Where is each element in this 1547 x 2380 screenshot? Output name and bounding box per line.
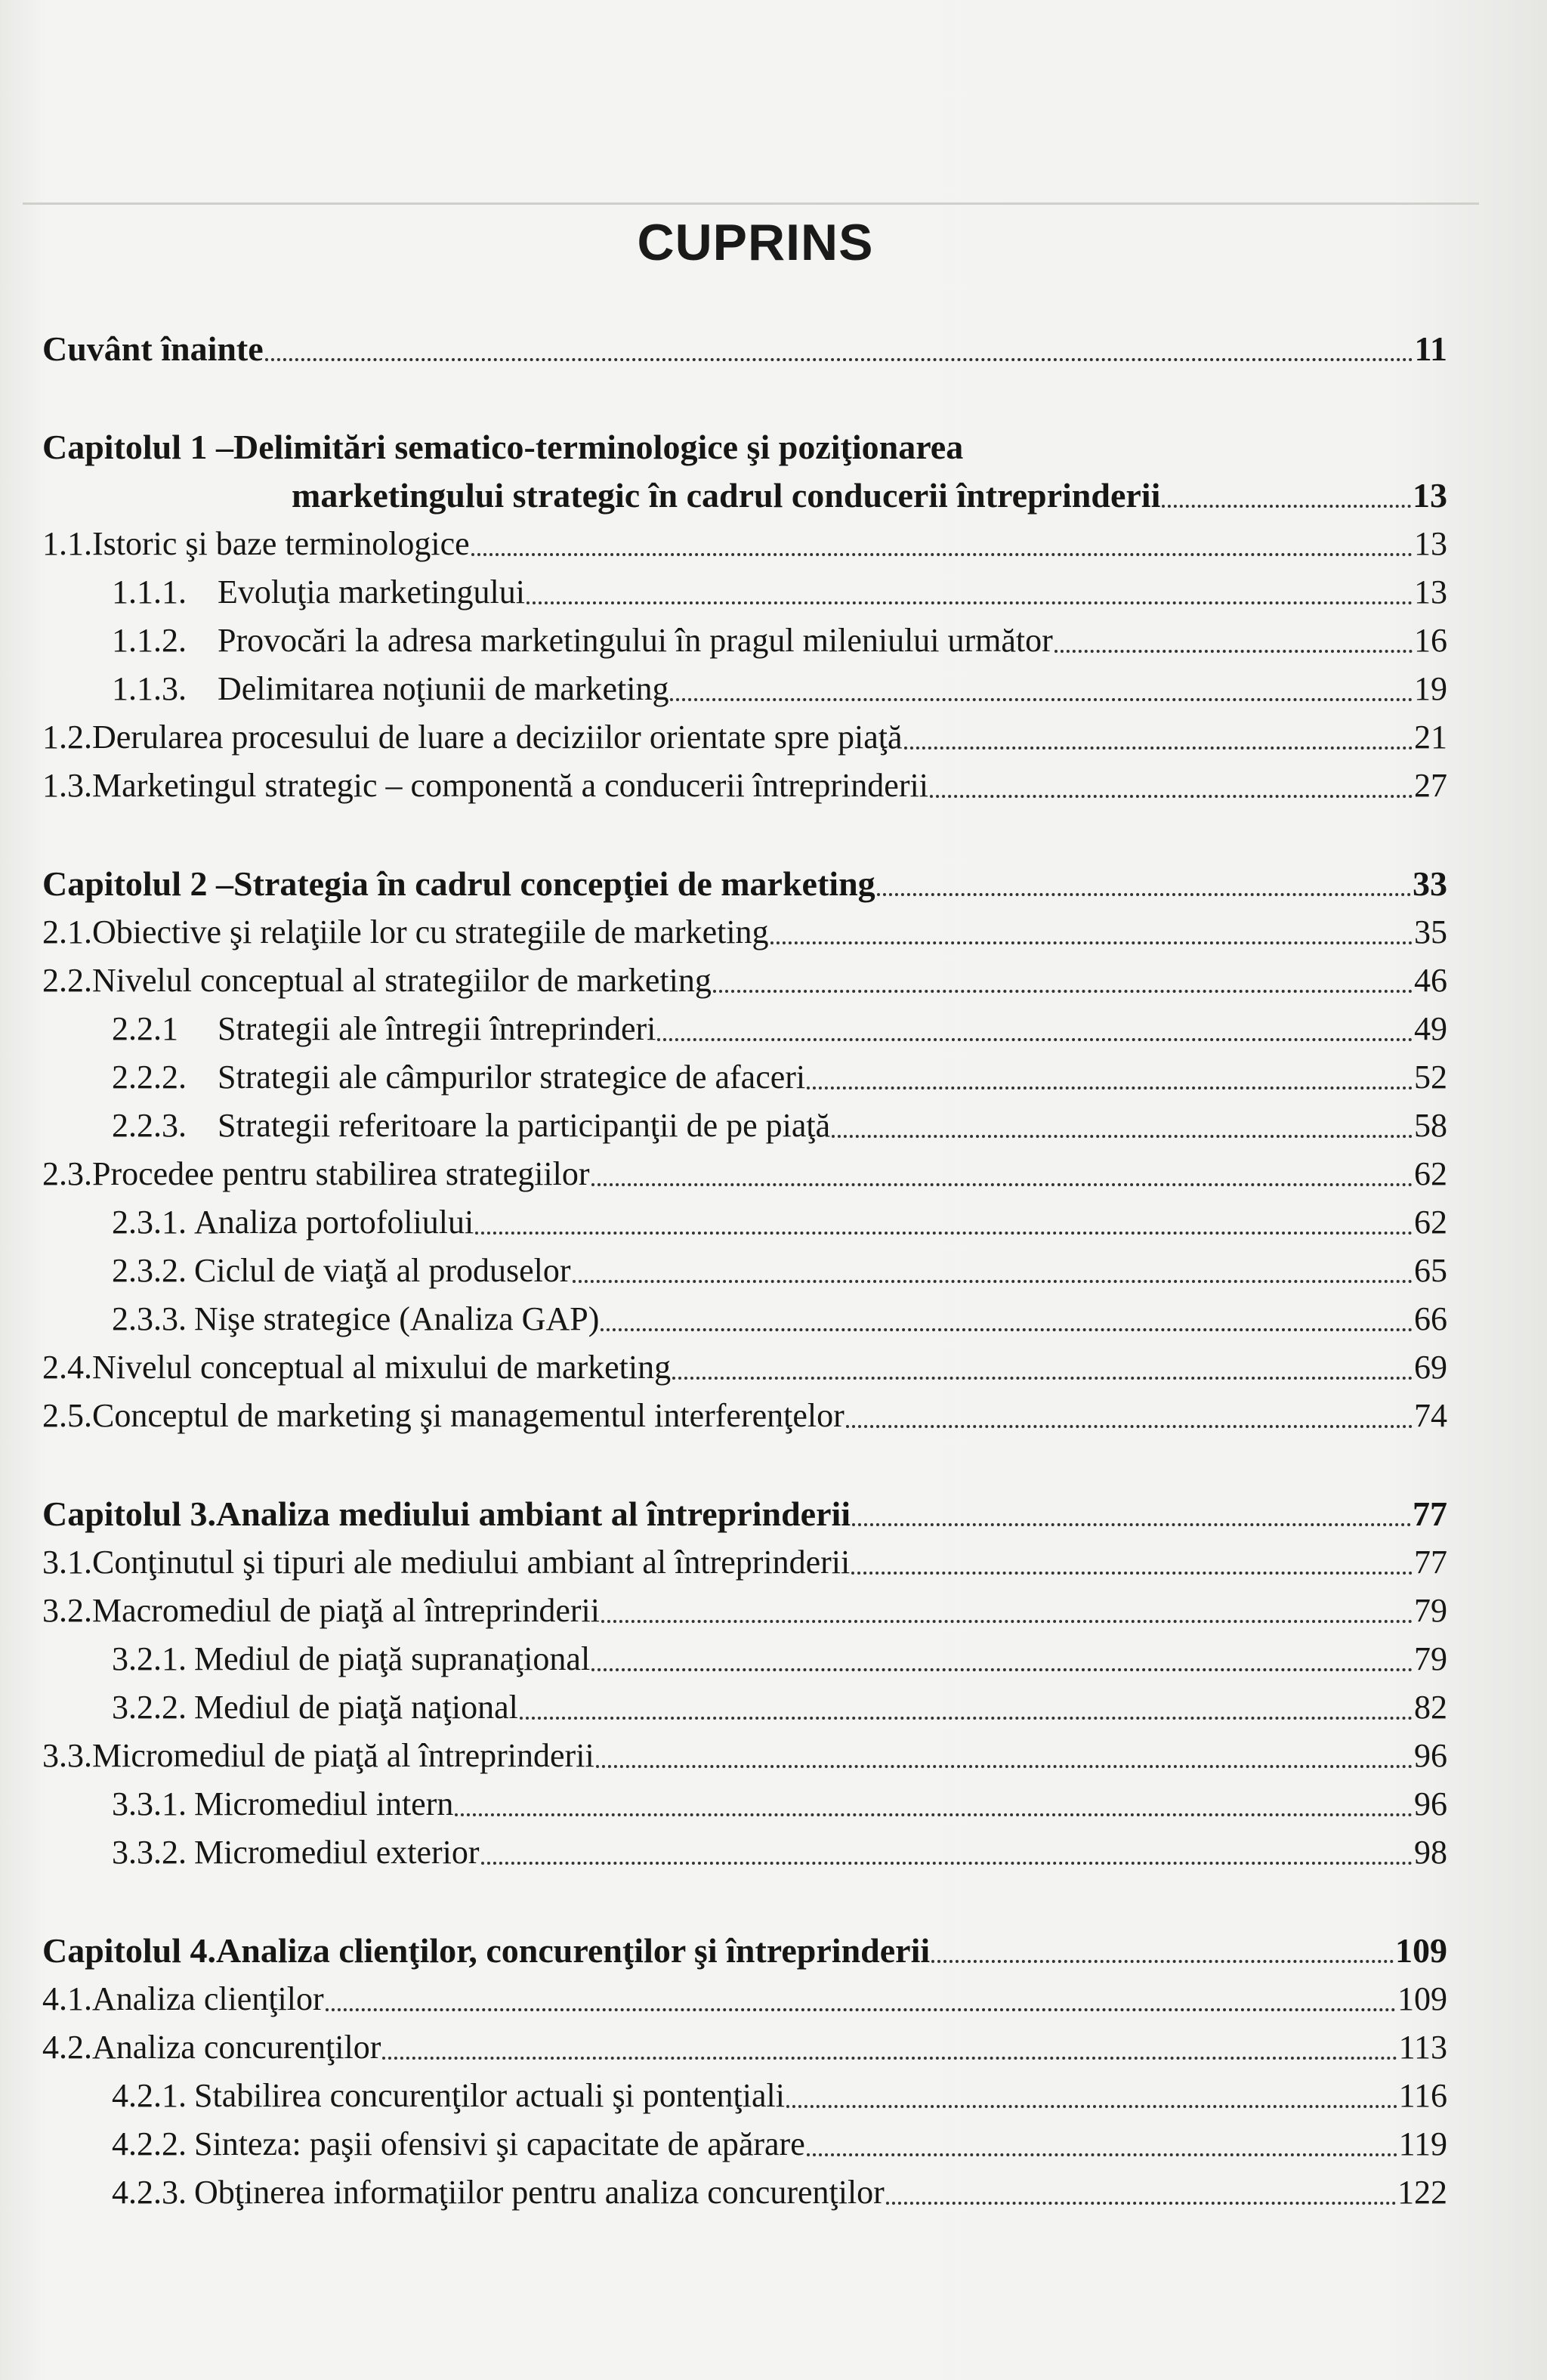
- entry-title: Strategia în cadrul concepţiei de marketing: [233, 864, 875, 903]
- toc-entry[interactable]: [42, 1683, 1447, 1732]
- subsection-number: 3.3.1.: [112, 1785, 187, 1822]
- entry-title: Micromediul intern: [194, 1785, 454, 1822]
- dot-leader: [657, 1038, 1413, 1041]
- dot-leader: [846, 1425, 1413, 1428]
- subsection-number: 2.3.3.: [112, 1300, 187, 1337]
- toc-entry[interactable]: [42, 1732, 1447, 1780]
- dot-leader: [475, 1232, 1413, 1235]
- page-number: 109: [1395, 1931, 1447, 1970]
- page-number: 113: [1398, 2029, 1447, 2066]
- page-number: 96: [1414, 1785, 1447, 1822]
- entry-title: Mediul de piaţă supranaţional: [194, 1640, 591, 1677]
- entry-title: Sinteza: paşii ofensivi şi capacitate de apărare: [194, 2125, 805, 2162]
- section-gap: [42, 1877, 1447, 1927]
- toc-entry[interactable]: [42, 1828, 1447, 1877]
- toc-entry[interactable]: [42, 665, 1447, 713]
- toc-entry[interactable]: [42, 1490, 1447, 1538]
- section-number: 1.3.: [42, 767, 92, 804]
- page-number: 35: [1414, 913, 1447, 950]
- subsection-number: 3.2.1.: [112, 1640, 187, 1677]
- entry-title: Analiza clienţilor: [92, 1980, 324, 2017]
- chapter-number: Capitolul 4.: [42, 1931, 217, 1970]
- subsection-number: 2.3.1.: [112, 1204, 187, 1241]
- dot-leader: [455, 1813, 1413, 1816]
- dot-leader: [807, 2153, 1397, 2156]
- toc-entry[interactable]: [42, 1780, 1447, 1828]
- page-number: 65: [1414, 1252, 1447, 1289]
- section-number: 2.3.: [42, 1155, 92, 1192]
- toc-entry[interactable]: [42, 1150, 1447, 1198]
- page-number: 33: [1413, 864, 1447, 903]
- dot-leader: [807, 1086, 1413, 1090]
- page-number: 46: [1414, 962, 1447, 999]
- page-number: 11: [1414, 329, 1447, 368]
- dot-leader: [886, 2202, 1396, 2205]
- subsection-number: 3.3.2.: [112, 1834, 187, 1871]
- toc-entry[interactable]: [42, 1343, 1447, 1392]
- toc-entry[interactable]: [42, 2120, 1447, 2168]
- dot-leader: [481, 1862, 1413, 1865]
- page-number: 58: [1414, 1107, 1447, 1144]
- dot-leader: [770, 941, 1413, 944]
- page-number: 96: [1414, 1737, 1447, 1774]
- page-number: 122: [1397, 2174, 1447, 2211]
- dot-leader: [601, 1328, 1413, 1331]
- toc-entry[interactable]: [42, 1392, 1447, 1440]
- section-gap: [42, 373, 1447, 423]
- toc-entry[interactable]: [42, 1295, 1447, 1343]
- dot-leader: [382, 2057, 1397, 2060]
- dot-leader: [1054, 650, 1413, 653]
- section-number: 3.1.: [42, 1544, 92, 1581]
- subsection-number: 4.2.1.: [112, 2077, 187, 2114]
- section-number: 4.1.: [42, 1980, 92, 2017]
- entry-title: Provocări la adresa marketingului în pragul mileniului următor: [218, 622, 1053, 659]
- entry-title: Micromediul exterior: [194, 1834, 480, 1871]
- section-number: 3.2.: [42, 1592, 92, 1629]
- toc-entry[interactable]: [42, 617, 1447, 665]
- toc-entry[interactable]: [42, 1247, 1447, 1295]
- section-number: 4.2.: [42, 2029, 92, 2066]
- toc-entry[interactable]: [42, 471, 1447, 520]
- page-title: CUPRINS: [637, 214, 874, 271]
- toc-entry[interactable]: [42, 1053, 1447, 1102]
- entry-title: Ciclul de viaţă al produselor: [194, 1252, 571, 1289]
- toc-entry[interactable]: [42, 762, 1447, 810]
- entry-title: Delimitarea noţiunii de marketing: [218, 670, 669, 707]
- entry-title: Cuvânt înainte: [42, 329, 264, 368]
- entry-title: Mediul de piaţă naţional: [194, 1689, 518, 1726]
- entry-title: Strategii ale întregii întreprinderi: [218, 1010, 656, 1047]
- entry-title: Nivelul conceptual al mixului de marketing: [92, 1349, 672, 1386]
- section-gap: [42, 1440, 1447, 1490]
- entry-title: Strategii referitoare la participanţii de pe piaţă: [218, 1107, 831, 1144]
- section-number: 1.2.: [42, 719, 92, 756]
- dot-leader: [904, 746, 1413, 750]
- entry-title: Procedee pentru stabilirea strategiilor: [92, 1155, 590, 1192]
- page-number: 21: [1414, 719, 1447, 756]
- entry-title: Strategii ale câmpurilor strategice de afaceri: [218, 1059, 806, 1096]
- dot-leader: [520, 1717, 1413, 1720]
- dot-leader: [471, 553, 1413, 556]
- chapter-number: Capitolul 3.: [42, 1494, 217, 1533]
- chapter-number: Capitolul 2 –: [42, 864, 234, 903]
- page-number: 62: [1414, 1204, 1447, 1241]
- toc-entry[interactable]: [42, 1587, 1447, 1635]
- entry-title: Analiza clienţilor, concurenţilor şi întreprinderii: [216, 1931, 931, 1970]
- entry-title: Analiza mediului ambiant al întreprinderii: [216, 1494, 851, 1533]
- dot-leader: [265, 358, 1413, 361]
- dot-leader: [786, 2105, 1397, 2108]
- subsection-number: 1.1.1.: [112, 573, 187, 610]
- entry-title: Evoluţia marketingului: [218, 573, 525, 610]
- toc-entry[interactable]: [42, 2023, 1447, 2072]
- toc-entry[interactable]: [42, 1005, 1447, 1053]
- chapter-number: Capitolul 1 –: [42, 428, 234, 466]
- page-number: 16: [1414, 622, 1447, 659]
- entry-title: Analiza portofoliului: [194, 1204, 474, 1241]
- subsection-number: 2.2.3.: [112, 1107, 187, 1144]
- page-number: 13: [1414, 573, 1447, 610]
- toc-entry[interactable]: [42, 860, 1447, 908]
- page-number: 79: [1414, 1592, 1447, 1629]
- subsection-number: 4.2.2.: [112, 2125, 187, 2162]
- section-number: 2.4.: [42, 1349, 92, 1386]
- section-number: 2.1.: [42, 913, 92, 950]
- section-number: 1.1.: [42, 525, 92, 562]
- page-number: 77: [1413, 1494, 1447, 1533]
- entry-title: Conceptul de marketing şi managementul interferenţelor: [92, 1397, 845, 1434]
- dot-leader: [591, 1668, 1413, 1671]
- subsection-number: 3.2.2.: [112, 1689, 187, 1726]
- entry-title: Nivelul conceptual al strategiilor de marketing: [92, 962, 712, 999]
- section-number: 3.3.: [42, 1737, 92, 1774]
- subsection-number: 1.1.3.: [112, 670, 187, 707]
- entry-title: Micromediul de piaţă al întreprinderii: [92, 1737, 594, 1774]
- entry-title: Nişe strategice (Analiza GAP): [194, 1300, 600, 1337]
- page-number: 69: [1414, 1349, 1447, 1386]
- page-number: 82: [1414, 1689, 1447, 1726]
- page-number: 13: [1413, 476, 1447, 515]
- entry-title: Derularea procesului de luare a deciziilor orientate spre piaţă: [92, 719, 903, 756]
- page-number: 79: [1414, 1640, 1447, 1677]
- dot-leader: [591, 1183, 1413, 1186]
- entry-title: Delimitări sematico-terminologice şi poziţionarea: [233, 428, 964, 466]
- entry-title: Marketingul strategic – componentă a conducerii întreprinderii: [92, 767, 928, 804]
- entry-title: marketingului strategic în cadrul conducerii întreprinderii: [292, 476, 1161, 515]
- page-number: 52: [1414, 1059, 1447, 1096]
- toc-entry[interactable]: [42, 1198, 1447, 1247]
- subsection-number: 2.2.1: [112, 1010, 178, 1047]
- dot-leader: [930, 795, 1413, 798]
- page-number: 27: [1414, 767, 1447, 804]
- dot-leader: [573, 1280, 1413, 1283]
- toc-entry[interactable]: [42, 423, 1447, 471]
- dot-leader: [852, 1523, 1411, 1526]
- toc-entry[interactable]: [42, 1927, 1447, 1975]
- toc-entry[interactable]: [42, 568, 1447, 617]
- page-number: 19: [1414, 670, 1447, 707]
- toc-entry[interactable]: [42, 325, 1447, 373]
- entry-title: Obiective şi relaţiile lor cu strategiile de marketing: [92, 913, 769, 950]
- page-number: 66: [1414, 1300, 1447, 1337]
- dot-leader: [877, 893, 1411, 896]
- page-number: 116: [1398, 2077, 1447, 2114]
- page-number: 49: [1414, 1010, 1447, 1047]
- dot-leader: [851, 1572, 1413, 1575]
- section-number: 2.2.: [42, 962, 92, 999]
- dot-leader: [596, 1765, 1413, 1768]
- toc-entry[interactable]: [42, 2072, 1447, 2120]
- subsection-number: 4.2.3.: [112, 2174, 187, 2211]
- subsection-number: 2.2.2.: [112, 1059, 187, 1096]
- subsection-number: 2.3.2.: [112, 1252, 187, 1289]
- toc-entry[interactable]: [42, 713, 1447, 762]
- dot-leader: [672, 1377, 1413, 1380]
- toc-entry[interactable]: [42, 908, 1447, 957]
- page-number: 62: [1414, 1155, 1447, 1192]
- dot-leader: [832, 1135, 1413, 1138]
- dot-leader: [670, 698, 1413, 701]
- page-number: 109: [1397, 1980, 1447, 2017]
- dot-leader: [713, 990, 1413, 993]
- entry-title: Stabilirea concurenţilor actuali şi pontenţiali: [194, 2077, 785, 2114]
- entry-title: Istoric şi baze terminologice: [92, 525, 470, 562]
- subsection-number: 1.1.2.: [112, 622, 187, 659]
- dot-leader: [1162, 505, 1411, 508]
- dot-leader: [526, 601, 1413, 604]
- entry-title: Conţinutul şi tipuri ale mediului ambiant al întreprinderii: [92, 1544, 851, 1581]
- toc-entry[interactable]: [42, 520, 1447, 568]
- section-gap: [42, 810, 1447, 860]
- toc-entry[interactable]: [42, 1975, 1447, 2023]
- toc-entry[interactable]: [42, 957, 1447, 1005]
- entry-title: Macromediul de piaţă al întreprinderii: [92, 1592, 600, 1629]
- dot-leader: [601, 1620, 1413, 1623]
- header-rule: [23, 202, 1479, 205]
- toc-entry[interactable]: [42, 1635, 1447, 1683]
- table-of-contents: [42, 325, 1447, 2217]
- page-number: 98: [1414, 1834, 1447, 1871]
- page-number: 77: [1414, 1544, 1447, 1581]
- dot-leader: [931, 1960, 1394, 1963]
- toc-entry[interactable]: [42, 1538, 1447, 1587]
- toc-entry[interactable]: [42, 1102, 1447, 1150]
- page-number: 74: [1414, 1397, 1447, 1434]
- toc-entry[interactable]: [42, 2168, 1447, 2217]
- section-number: 2.5.: [42, 1397, 92, 1434]
- page-number: 119: [1398, 2125, 1447, 2162]
- entry-title: Analiza concurenţilor: [92, 2029, 381, 2066]
- page-number: 13: [1414, 525, 1447, 562]
- dot-leader: [326, 2008, 1396, 2011]
- entry-title: Obţinerea informaţiilor pentru analiza concurenţilor: [194, 2174, 885, 2211]
